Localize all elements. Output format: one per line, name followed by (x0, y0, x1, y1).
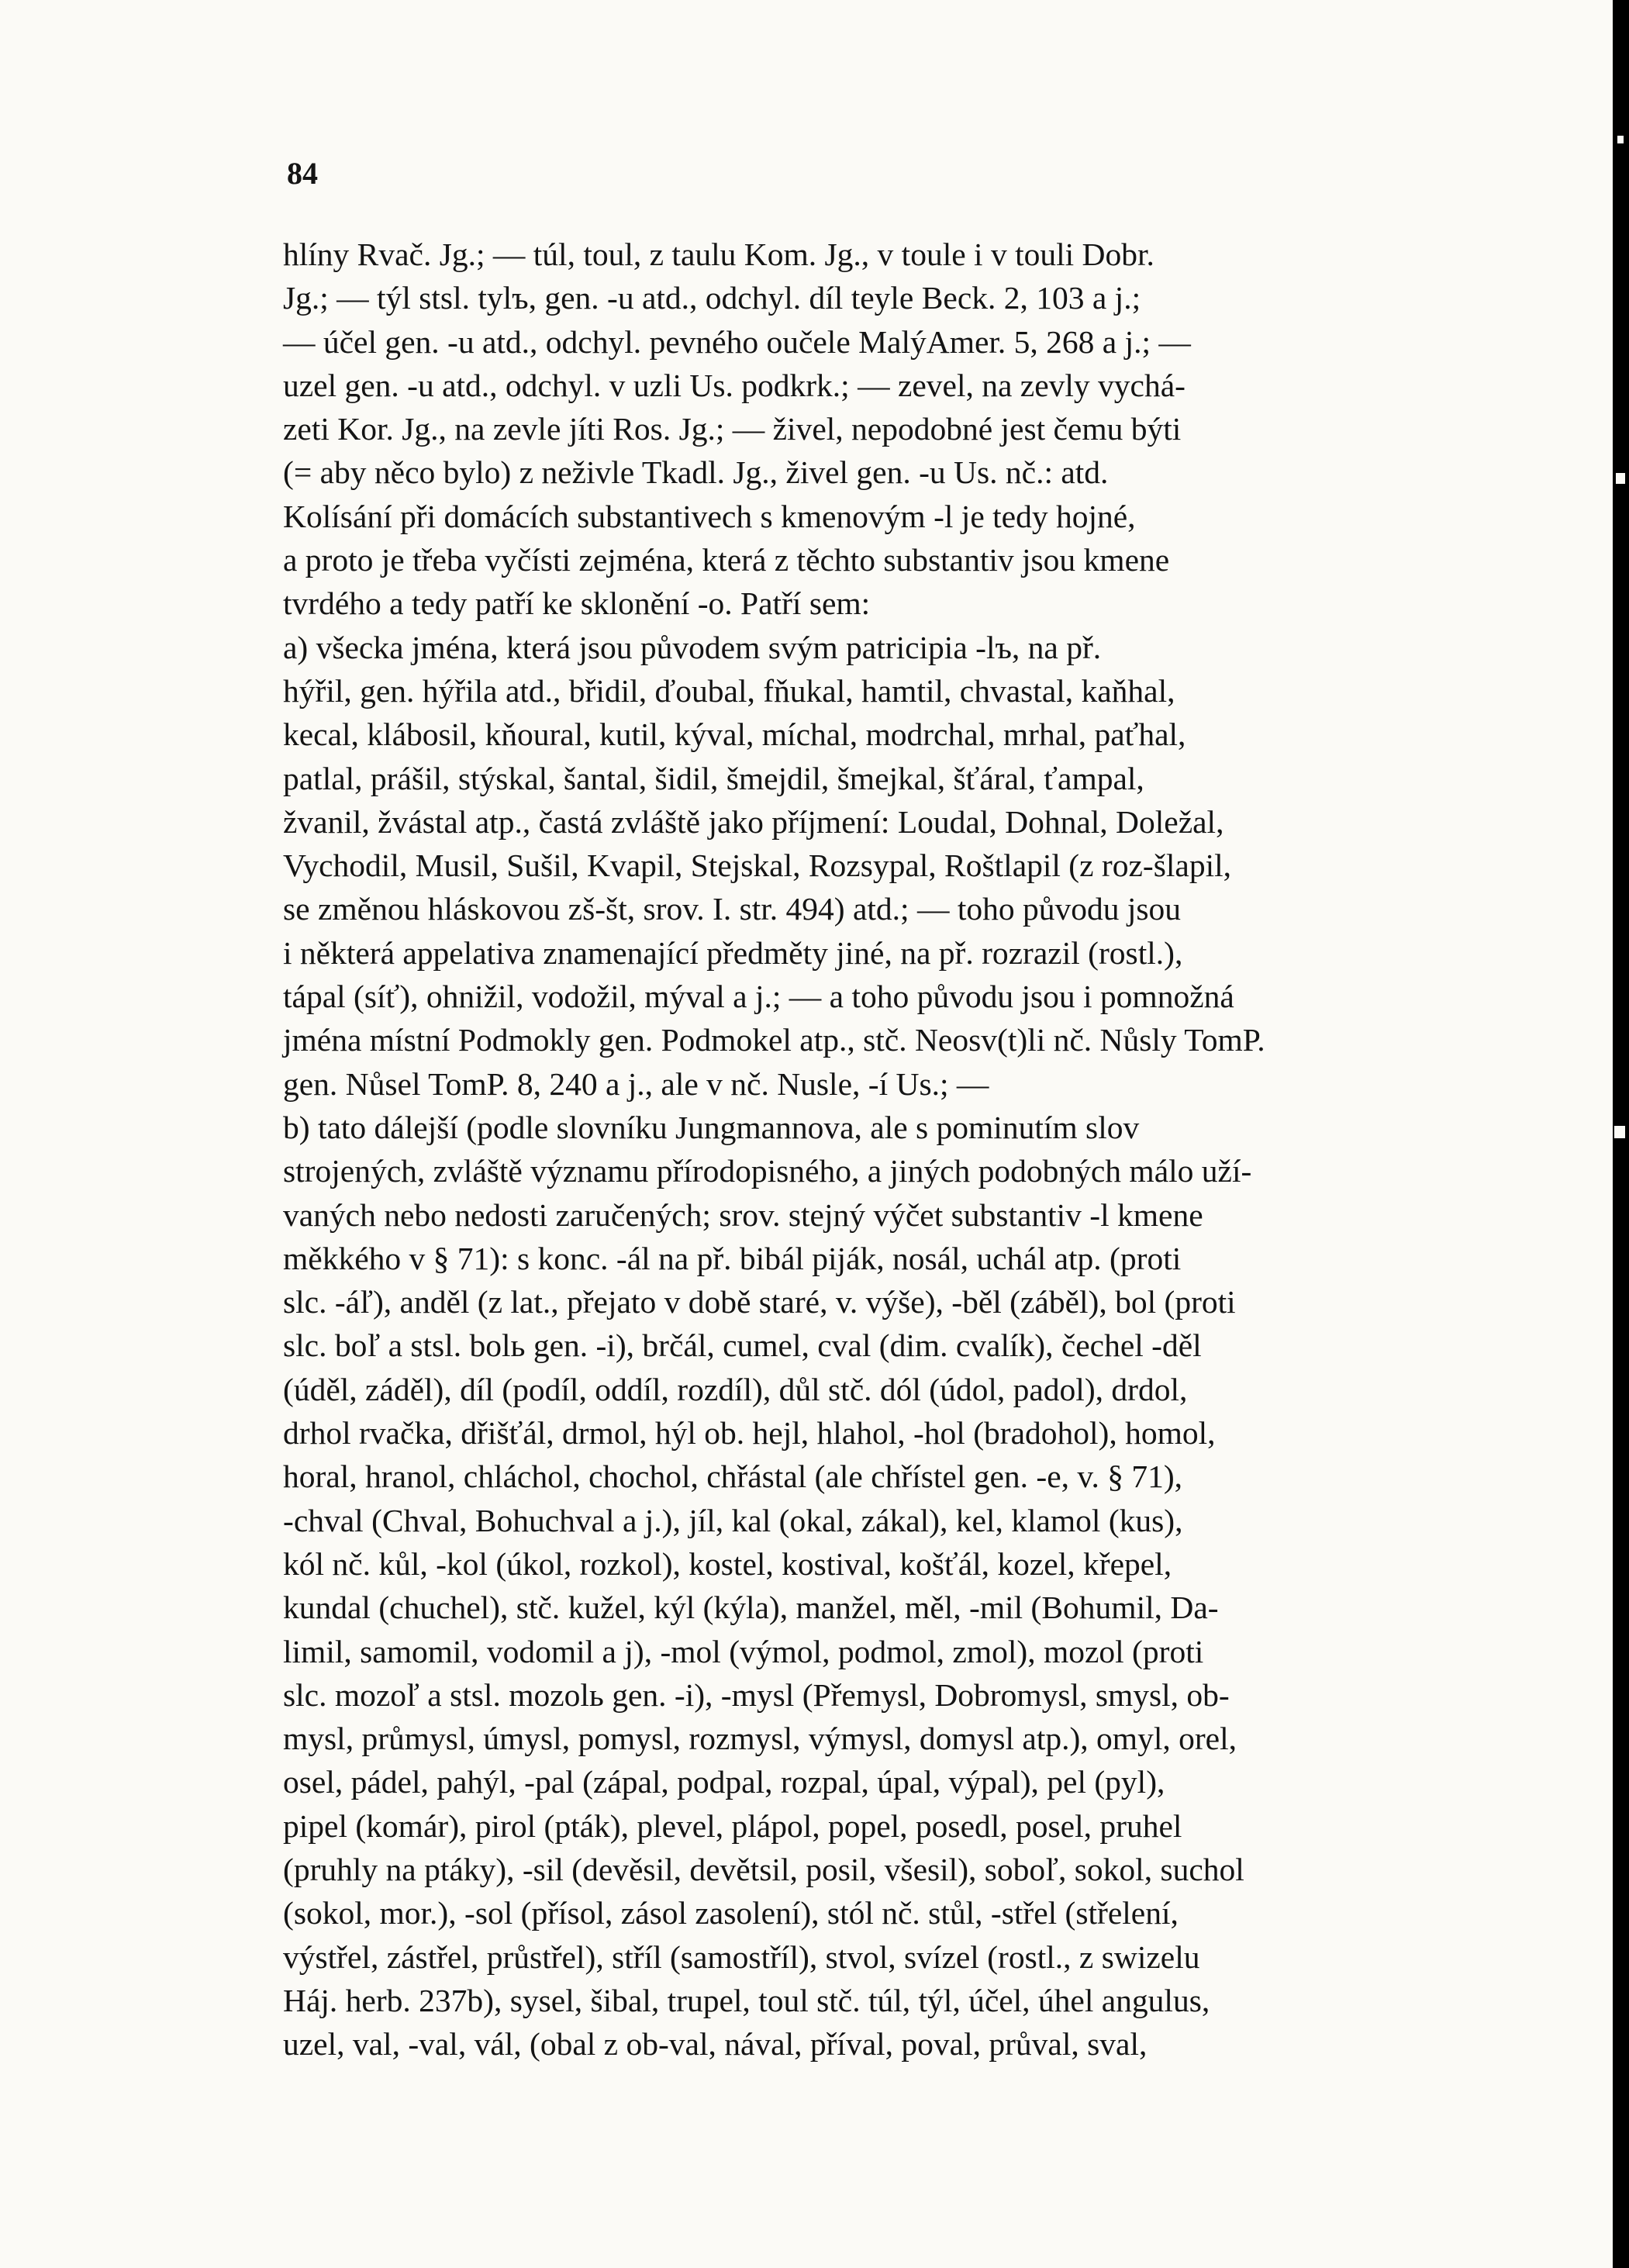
text-line: hýřil, gen. hýřila atd., břidil, ďoubal, fňukal, hamtil, chvastal, kaňhal, (283, 672, 1175, 709)
scan-speck (1616, 473, 1625, 484)
text-line: — účel gen. -u atd., odchyl. pevného oučele MalýAmer. 5, 268 a j.; — (283, 323, 1191, 360)
text-line: patlal, prášil, stýskal, šantal, šidil, šmejdil, šmejkal, šťáral, ťampal, (283, 760, 1144, 796)
text-line: gen. Nůsel TomP. 8, 240 a j., ale v nč. Nusle, -í Us.; — (283, 1065, 989, 1102)
text-line: vaných nebo nedosti zaručených; srov. stejný výčet substantiv -l kmene (283, 1196, 1203, 1233)
text-line: (úděl, záděl), díl (podíl, oddíl, rozdíl), důl stč. dól (údol, padol), drdol, (283, 1371, 1188, 1407)
scan-speck (1614, 1126, 1625, 1138)
text-line: strojených, zvláště významu přírodopisného, a jiných podobných málo uží- (283, 1153, 1252, 1189)
text-line: pipel (komár), pirol (pták), plevel, plápol, popel, posedl, posel, pruhel (283, 1807, 1182, 1844)
text-line: kecal, klábosil, kňoural, kutil, kýval, míchal, modrchal, mrhal, paťhal, (283, 716, 1186, 753)
text-line: drhol rvačka, dřišťál, drmol, hýl ob. hejl, hlahol, -hol (bradohol), homol, (283, 1415, 1216, 1452)
text-line: slc. boľ a stsl. bolь gen. -i), brčál, cumel, cval (dim. cvalík), čechel -děl (283, 1327, 1202, 1364)
text-line: b) tato dálejší (podle slovníku Jungmannova, ale s pominutím slov (283, 1109, 1140, 1145)
text-line: jména místní Podmokly gen. Podmokel atp., stč. Neosv(t)li nč. Nůsly TomP. (283, 1022, 1265, 1058)
text-line: (= aby něco bylo) z neživle Tkadl. Jg., živel gen. -u Us. nč.: atd. (283, 454, 1109, 491)
text-line: tvrdého a tedy patří ke sklonění -o. Patří sem: (283, 585, 871, 622)
text-line: se změnou hláskovou zš-št, srov. I. str. 494) atd.; — toho původu jsou (283, 891, 1182, 927)
text-line: měkkého v § 71): s konc. -ál na př. bibál piják, nosál, uchál atp. (proti (283, 1240, 1182, 1276)
text-line: a proto je třeba vyčísti zejména, která z těchto substantiv jsou kmene (283, 542, 1170, 578)
text-line: slc. mozoľ a stsl. mozolь gen. -i), -mysl (Přemysl, Dobromysl, smysl, ob- (283, 1676, 1230, 1713)
text-line: hlíny Rvač. Jg.; — túl, toul, z taulu Kom. Jg., v toule i v touli Dobr. (283, 236, 1154, 272)
text-line: limil, samomil, vodomil a j), -mol (výmol, podmol, zmol), mozol (proti (283, 1633, 1204, 1669)
text-line: Kolísání při domácích substantivech s kmenovým -l je tedy hojné, (283, 498, 1136, 534)
text-line: Háj. herb. 237b), sysel, šibal, trupel, toul stč. túl, týl, účel, úhel angulus, (283, 1982, 1210, 2018)
text-line: výstřel, zástřel, průstřel), stříl (samostříl), stvol, svízel (rostl., z swizelu (283, 1938, 1200, 1975)
page-number: 84 (287, 156, 318, 191)
text-line: (sokol, mor.), -sol (přísol, zásol zasolení), stól nč. stůl, -střel (střelení, (283, 1895, 1179, 1931)
text-line: i některá appelativa znamenající předměty jiné, na př. rozrazil (rostl.), (283, 934, 1183, 971)
text-line: -chval (Chval, Bohuchval a j.), jíl, kal (okal, zákal), kel, klamol (kus), (283, 1502, 1183, 1538)
text-line: uzel, val, -val, vál, (obal z ob-val, nával, příval, poval, průval, sval, (283, 2026, 1148, 2063)
text-line: Jg.; — týl stsl. tylъ, gen. -u atd., odchyl. díl teyle Beck. 2, 103 a j.; (283, 280, 1141, 316)
scan-speck (1617, 136, 1624, 143)
text-line: a) všecka jména, která jsou původem svým patricipia -lъ, na př. (283, 629, 1102, 665)
text-line: zeti Kor. Jg., na zevle jíti Ros. Jg.; — živel, nepodobné jest čemu býti (283, 411, 1182, 447)
text-line: uzel gen. -u atd., odchyl. v uzli Us. podkrk.; — zevel, na zevly vychá- (283, 367, 1186, 403)
text-line: Vychodil, Musil, Sušil, Kvapil, Stejskal, Rozsypal, Roštlapil (z roz-šlapil, (283, 847, 1232, 884)
text-line: žvanil, žvástal atp., častá zvláště jako příjmení: Loudal, Dohnal, Doležal, (283, 803, 1224, 840)
text-line: horal, hranol, chláchol, chochol, chřástal (ale chřístel gen. -e, v. § 71), (283, 1458, 1183, 1495)
body-text (283, 233, 1396, 2066)
text-line: (pruhly na ptáky), -sil (devěsil, devětsil, posil, všesil), soboľ, sokol, suchol (283, 1851, 1244, 1887)
text-line: slc. -áľ), anděl (z lat., přejato v době staré, v. výše), -běl (záběl), bol (proti (283, 1284, 1236, 1320)
scan-border (1613, 0, 1629, 2268)
text-line: tápal (síť), ohnižil, vodožil, mýval a j.; — a toho původu jsou i pomnožná (283, 979, 1234, 1015)
text-line: osel, pádel, pahýl, -pal (zápal, podpal, rozpal, úpal, výpal), pel (pyl), (283, 1764, 1165, 1800)
text-line: kundal (chuchel), stč. kužel, kýl (kýla), manžel, měl, -mil (Bohumil, Da- (283, 1590, 1219, 1626)
text-line: kól nč. kůl, -kol (úkol, rozkol), kostel, kostival, košťál, kozel, křepel, (283, 1545, 1172, 1582)
text-line: mysl, průmysl, úmysl, pomysl, rozmysl, výmysl, domysl atp.), omyl, orel, (283, 1721, 1237, 1757)
